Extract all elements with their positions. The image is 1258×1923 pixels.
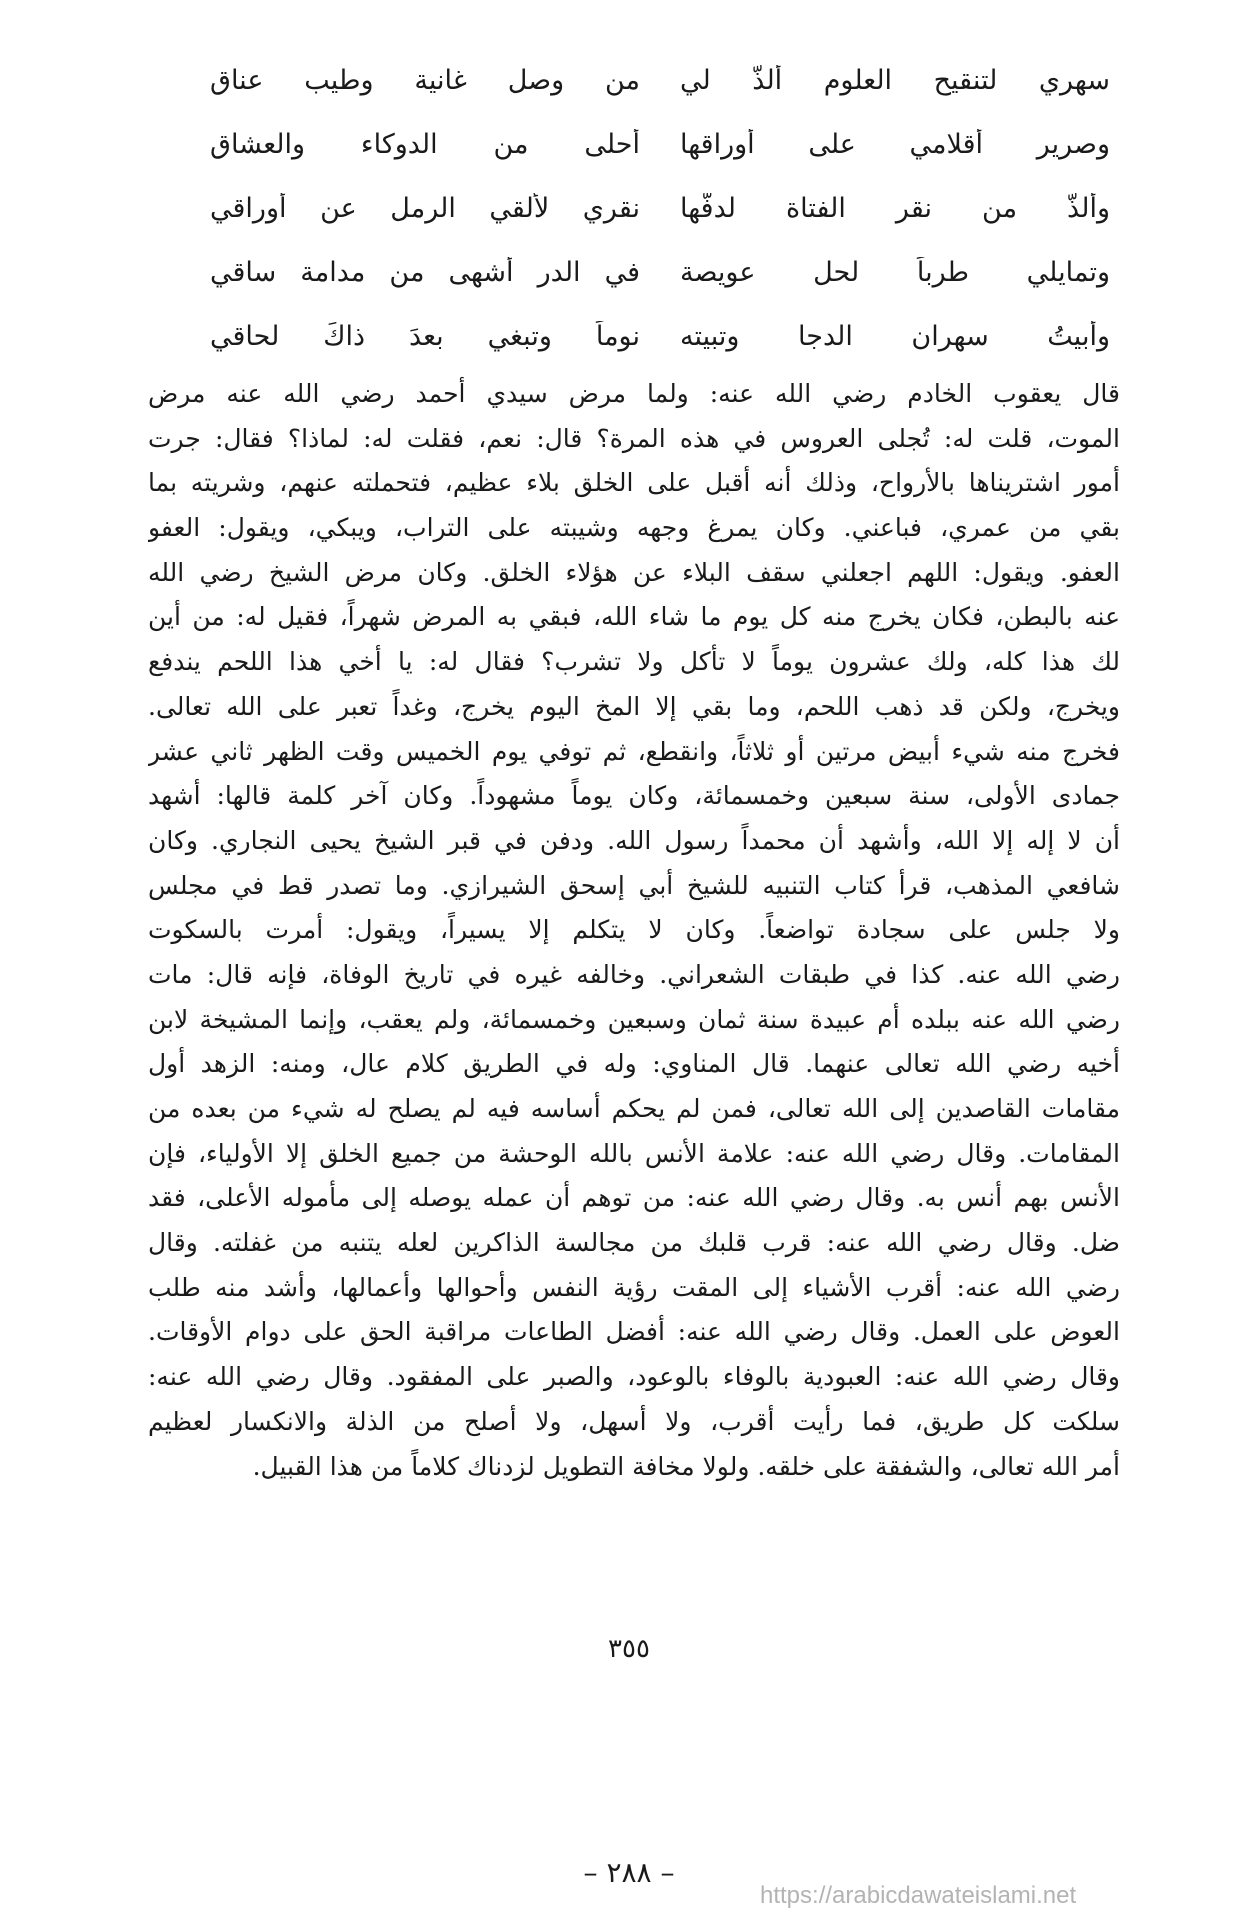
text-line: العفو. ويقول: اللهم اجعلني سقف البلاء عن هؤلاء الخلق. وكان مرض الشيخ رضي الله: [148, 557, 1120, 587]
text-line: المقامات. وقال رضي الله عنه: علامة الأنس بالله الوحشة من جميع الخلق إلا الأولياء، فإن: [148, 1138, 1120, 1168]
text-line: رضي الله عنه ببلده أم عبيدة سنة ثمان وسبعين وخمسمائة، ولم يعقب، وإنما المشيخة لابن: [148, 1004, 1120, 1034]
verse-second-hemistich: في الدر أشهى من مدامة ساقي: [210, 256, 640, 288]
text-line: فخرج منه شيء أبيض مرتين أو ثلاثاً، وانقطع، ثم توفي يوم الخميس وقت الظهر ثاني عشر: [148, 736, 1120, 766]
verse-first-hemistich: وأبيتُ سهران الدجا وتبيته: [680, 320, 1110, 352]
verse-first-hemistich: سهري لتنقيح العلوم ألذُّ لي: [680, 64, 1110, 96]
text-line: مقامات القاصدين إلى الله تعالى، فمن لم يحكم أساسه فيه لم يصلح له شيء من بعده من: [148, 1094, 1120, 1123]
verse-second-hemistich: نقري لألقي الرمل عن أوراقي: [210, 192, 640, 224]
text-line: أمور اشتريناها بالأرواح، وذلك أنه أقبل على الخلق بلاء عظيم، فتحملته عنهم، وشريته بما: [148, 468, 1120, 498]
text-line: قال يعقوب الخادم رضي الله عنه: ولما مرض سيدي أحمد رضي الله عنه مرض: [148, 379, 1120, 408]
text-line: وقال رضي الله عنه: العبودية بالوفاء بالوعود، والصبر على المفقود. وقال رضي الله عنه:: [148, 1362, 1120, 1392]
poem-verse: [210, 240, 1110, 304]
text-line: ويخرج، ولكن قد ذهب اللحم، وما بقي إلا المخ اليوم يخرج، وغداً تعبر على الله تعالى.: [148, 691, 1120, 721]
text-line: أمر الله تعالى، والشفقة على خلقه. ولولا مخافة التطويل لزدناك كلاماً من هذا القبيل.: [252, 1451, 1120, 1481]
text-line: أن لا إله إلا الله، وأشهد أن محمداً رسول الله. ودفن في قبر الشيخ يحيى النجاري. وكان: [148, 825, 1120, 855]
text-line: رضي الله عنه: أقرب الأشياء إلى المقت رؤية النفس وأحوالها وأعمالها، وأشد منه طلب: [148, 1272, 1120, 1302]
text-line: رضي الله عنه. كذا في طبقات الشعراني. وخالفه غيره في تاريخ الوفاة، فإنه قال: مات: [148, 959, 1120, 989]
text-line: لك هذا كله، ولك عشرون يوماً لا تأكل ولا تشرب؟ فقال له: يا أخي هذا اللحم يندفع: [148, 647, 1120, 677]
text-line: عنه بالبطن، فكان يخرج منه كل يوم ما شاء الله، فبقي به المرض شهراً، فقيل له: من أين: [148, 602, 1120, 632]
text-line: الأنس بهم أنس به. وقال رضي الله عنه: من توهم أن عمله يوصله إلى مأموله الأعلى، فقد: [148, 1183, 1120, 1213]
text-line: سلكت كل طريق، فما رأيت أقرب، ولا أسهل، ولا أصلح من الذلة والانكسار لعظيم: [148, 1406, 1120, 1436]
watermark-url: https://arabicdawateislami.net: [760, 1882, 1077, 1909]
verse-second-hemistich: أحلى من الدوكاء والعشاق: [210, 128, 640, 160]
verse-second-hemistich: من وصل غانية وطيب عناق: [210, 64, 640, 96]
text-line: جمادى الأولى، سنة سبعين وخمسمائة، وكان يوماً مشهوداً. وكان آخر كلمة قالها: أشهد: [148, 781, 1120, 811]
inner-page-number: ٣٥٥: [608, 1634, 650, 1664]
text-line: الموت، قلت له: تُجلى العروس في هذه المرة؟ قال: نعم، فقلت له: لماذا؟ فقال: جرت: [148, 423, 1120, 453]
poem-verse: [210, 48, 1110, 112]
text-line: العوض على العمل. وقال رضي الله عنه: أفضل الطاعات مراقبة الحق على دوام الأوقات.: [148, 1317, 1120, 1347]
verse-first-hemistich: وتمايلي طرباً لحل عويصة: [680, 256, 1110, 288]
verse-first-hemistich: وألذُّ من نقر الفتاة لدفّها: [680, 192, 1110, 224]
text-line: ولا جلس على سجادة تواضعاً. وكان لا يتكلم إلا يسيراً، ويقول: أمرت بالسكوت: [148, 915, 1120, 945]
poem-verse: [210, 176, 1110, 240]
text-line: بقي من عمري، فباعني. وكان يمرغ وجهه وشيبته على التراب، ويبكي، ويقول: العفو: [148, 513, 1120, 543]
outer-page-number: – ٢٨٨ –: [583, 1856, 675, 1889]
text-line: ضل. وقال رضي الله عنه: قرب قلبك من مجالسة الذاكرين لعله يتنبه من غفلته. وقال: [148, 1228, 1120, 1258]
poem-block: [210, 48, 1110, 368]
body-text: [148, 372, 1120, 1489]
text-line: أخيه رضي الله تعالى عنهما. قال المناوي: وله في الطريق كلام عال، ومنه: الزهد أول: [148, 1049, 1120, 1079]
text-line: شافعي المذهب، قرأ كتاب التنبيه للشيخ أبي إسحق الشيرازي. وما تصدر قط في مجلس: [148, 870, 1120, 900]
poem-verse: [210, 112, 1110, 176]
verse-second-hemistich: نوماً وتبغي بعدَ ذاكَ لحاقي: [210, 320, 640, 352]
verse-first-hemistich: وصرير أقلامي على أوراقها: [680, 128, 1110, 160]
poem-verse: [210, 304, 1110, 368]
